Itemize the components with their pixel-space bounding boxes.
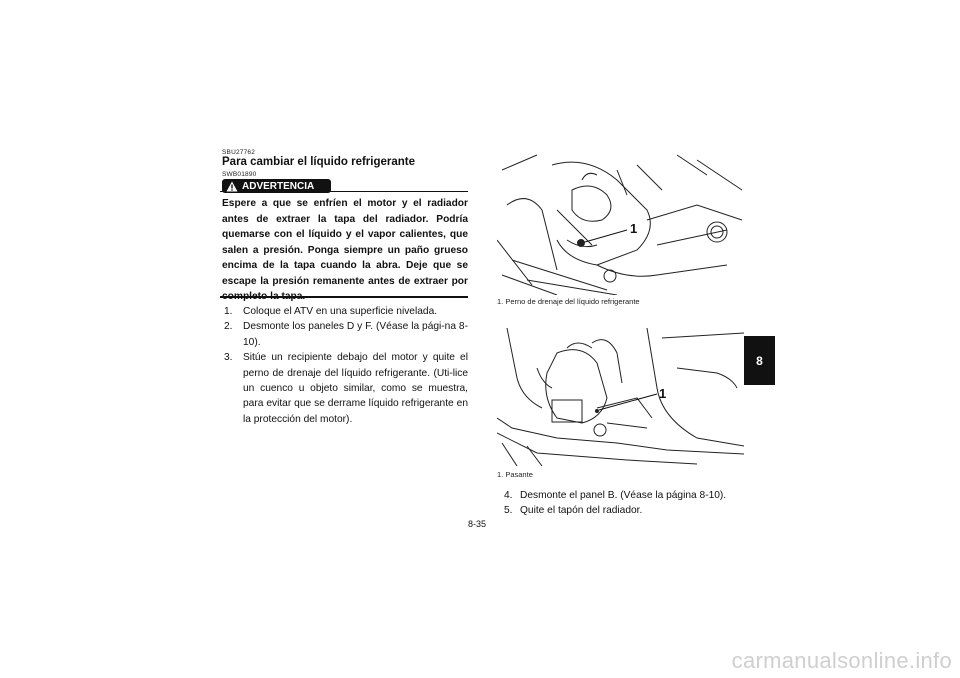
figure-pasante	[497, 328, 744, 466]
steps-list-right	[504, 488, 754, 519]
list-item: 3. Sitúe un recipiente debajo del motor y quite el perno de drenaje del líquido refrigerante. (Uti-lice un cuenco u objeto similar, como se muestra, para evitar que se derrame líquido refrigerante en la protección del motor).	[224, 352, 468, 425]
warning-end-rule	[220, 296, 468, 298]
warning-label: ADVERTENCIA	[242, 180, 315, 192]
list-item: 4. Desmonte el panel B. (Véase la página 8-10).	[504, 490, 727, 501]
warning-text: Espere a que se enfríen el motor y el radiador antes de extraer la tapa del radiador. Podría quemarse con el líquido y el vapor calientes, que salen a presión. Ponga siempre un paño grueso encima de la tapa cuando la abra. Deje que se escape la presión remanente antes de extraer por	[222, 198, 468, 287]
list-item: 1. Coloque el ATV en una superficie nivelada.	[224, 306, 438, 317]
list-item: 5. Quite el tapón del radiador.	[504, 505, 643, 517]
page-number: 8-35	[468, 519, 487, 529]
figure-pasante-illustration	[497, 328, 744, 466]
list-item: 2. Desmonte los paneles D y F. (Véase la pági-na 8-10).	[224, 321, 468, 348]
warning-code: SWB01890	[222, 171, 257, 178]
chapter-tab: 8	[744, 336, 775, 385]
section-code: SBU27762	[222, 149, 256, 156]
warning-badge	[222, 179, 331, 193]
figure2-caption: 1. Pasante	[497, 470, 533, 479]
figure1-callout: 1	[630, 221, 638, 236]
warning-triangle-icon	[226, 181, 238, 192]
figure-drain-bolt	[497, 150, 744, 295]
watermark: carmanualsonline.info	[731, 648, 952, 673]
section-title: Para cambiar el líquido refrigerante	[222, 156, 416, 168]
steps-list-left	[224, 304, 468, 427]
figure1-caption: 1. Perno de drenaje del líquido refrigerante	[497, 297, 640, 306]
figure-drain-bolt-illustration	[497, 150, 744, 295]
figure2-callout: 1	[659, 386, 667, 401]
